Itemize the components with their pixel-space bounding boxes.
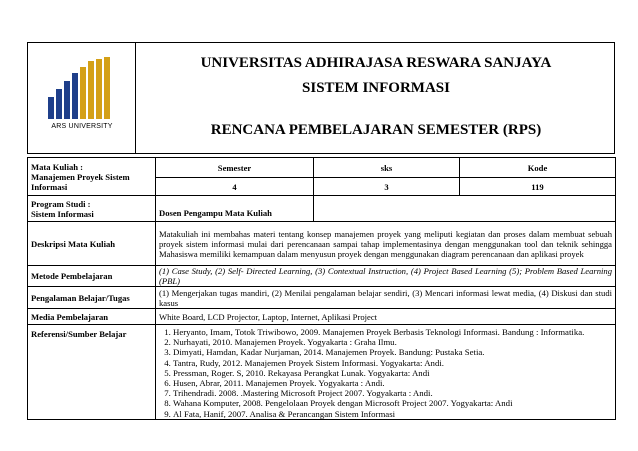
dosen-value [314, 196, 616, 222]
list-item: 1. Heryanto, Imam, Totok Triwibowo, 2009. Manajemen Proyek Berbasis Teknologi Informasi. Bandung : Informatika. [173, 327, 612, 337]
deskripsi-row [28, 222, 616, 266]
media-label: Media Pembelajaran [28, 309, 156, 325]
pengalaman-label: Pengalaman Belajar/Tugas [28, 287, 156, 309]
referensi-list [159, 327, 612, 419]
deskripsi-label: Deskripsi Mata Kuliah [28, 222, 156, 266]
deskripsi-text: Matakuliah ini membahas materi tentang konsep manajemen proyek yang meliputi kegiatan dan proses dalam membuat sebuah proyek sistem informasi mulai dari perencanaan sampai tahap implementasinya dengan menggunakan tool dan teknik sehingga Mahasiswa memiliki kemampuan dalam menyusun proyek dengan menggunakan diagram perencanaan dan aplikasi proyek [156, 222, 616, 266]
list-item: 4. Tantra, Rudy, 2012. Manajemen Proyek Sistem Informasi. Yogyakarta: Andi. [173, 358, 612, 368]
program-studi-row [28, 196, 616, 222]
program-name: SISTEM INFORMASI [302, 80, 450, 96]
list-item: 8. Wahana Komputer, 2008. Pengelolaan Proyek dengan Microsoft Project 2007. Yogyakarta: Andi [173, 398, 612, 408]
media-text: White Board, LCD Projector, Laptop, Internet, Aplikasi Project [156, 309, 616, 325]
program-studi-cell [28, 196, 156, 222]
document-title: RENCANA PEMBELAJARAN SEMESTER (RPS) [210, 122, 542, 138]
semester-value: 4 [156, 178, 314, 196]
dosen-label: Dosen Pengampu Mata Kuliah [156, 196, 314, 222]
list-item: 6. Husen, Abrar, 2011. Manajemen Proyek. Yogyakarta : Andi. [173, 378, 612, 388]
university-name: UNIVERSITAS ADHIRAJASA RESWARA SANJAYA [200, 55, 552, 71]
sks-header: sks [314, 158, 460, 178]
pengalaman-text: (1) Mengerjakan tugas mandiri, (2) Menilai pengalaman belajar sendiri, (3) Mencari informasi lewat media, (4) Diskusi dan studi kasus [156, 287, 616, 309]
referensi-row [28, 325, 616, 420]
course-label-cell [28, 158, 156, 196]
course-label: Mata Kuliah : [31, 161, 84, 172]
logo-text: ARS UNIVERSITY [51, 123, 113, 130]
course-name: Manajemen Proyek Sistem Informasi [31, 171, 130, 192]
metode-label: Metode Pembelajaran [28, 266, 156, 287]
semester-header: Semester [156, 158, 314, 178]
list-item: 3. Dimyati, Hamdan, Kadar Nurjaman, 2014. Manajemen Proyek. Bandung: Pustaka Setia. [173, 347, 612, 357]
rps-table [27, 157, 616, 420]
sks-value: 3 [314, 178, 460, 196]
list-item: 5. Pressman, Roger. S, 2010. Rekayasa Perangkat Lunak. Yogyakarta: Andi [173, 368, 612, 378]
document-header [27, 42, 615, 154]
metode-text: (1) Case Study, (2) Self- Directed Learning, (3) Contextual Instruction, (4) Project Based Learning (5); Problem Based Learning (PBL) [156, 266, 616, 287]
list-item: 2. Nurhayati, 2010. Manajemen Proyek. Yogyakarta : Graha Ilmu. [173, 337, 612, 347]
kode-value: 119 [460, 178, 616, 196]
ars-logo-icon [46, 57, 118, 121]
referensi-label: Referensi/Sumber Belajar [28, 325, 156, 420]
metode-row [28, 266, 616, 287]
media-row [28, 309, 616, 325]
kode-header: Kode [460, 158, 616, 178]
referensi-cell [156, 325, 616, 420]
program-studi-label: Program Studi : [31, 198, 91, 209]
program-studi-value: Sistem Informasi [31, 208, 94, 219]
pengalaman-row [28, 287, 616, 309]
logo-cell [28, 43, 136, 153]
course-row [28, 158, 616, 178]
list-item: 7. Trihendradi. 2008. .Mastering Microsoft Project 2007. Yogyakarta : Andi. [173, 388, 612, 398]
list-item: 9. Al Fata, Hanif, 2007. Analisa & Perancangan Sistem Informasi [173, 409, 612, 419]
